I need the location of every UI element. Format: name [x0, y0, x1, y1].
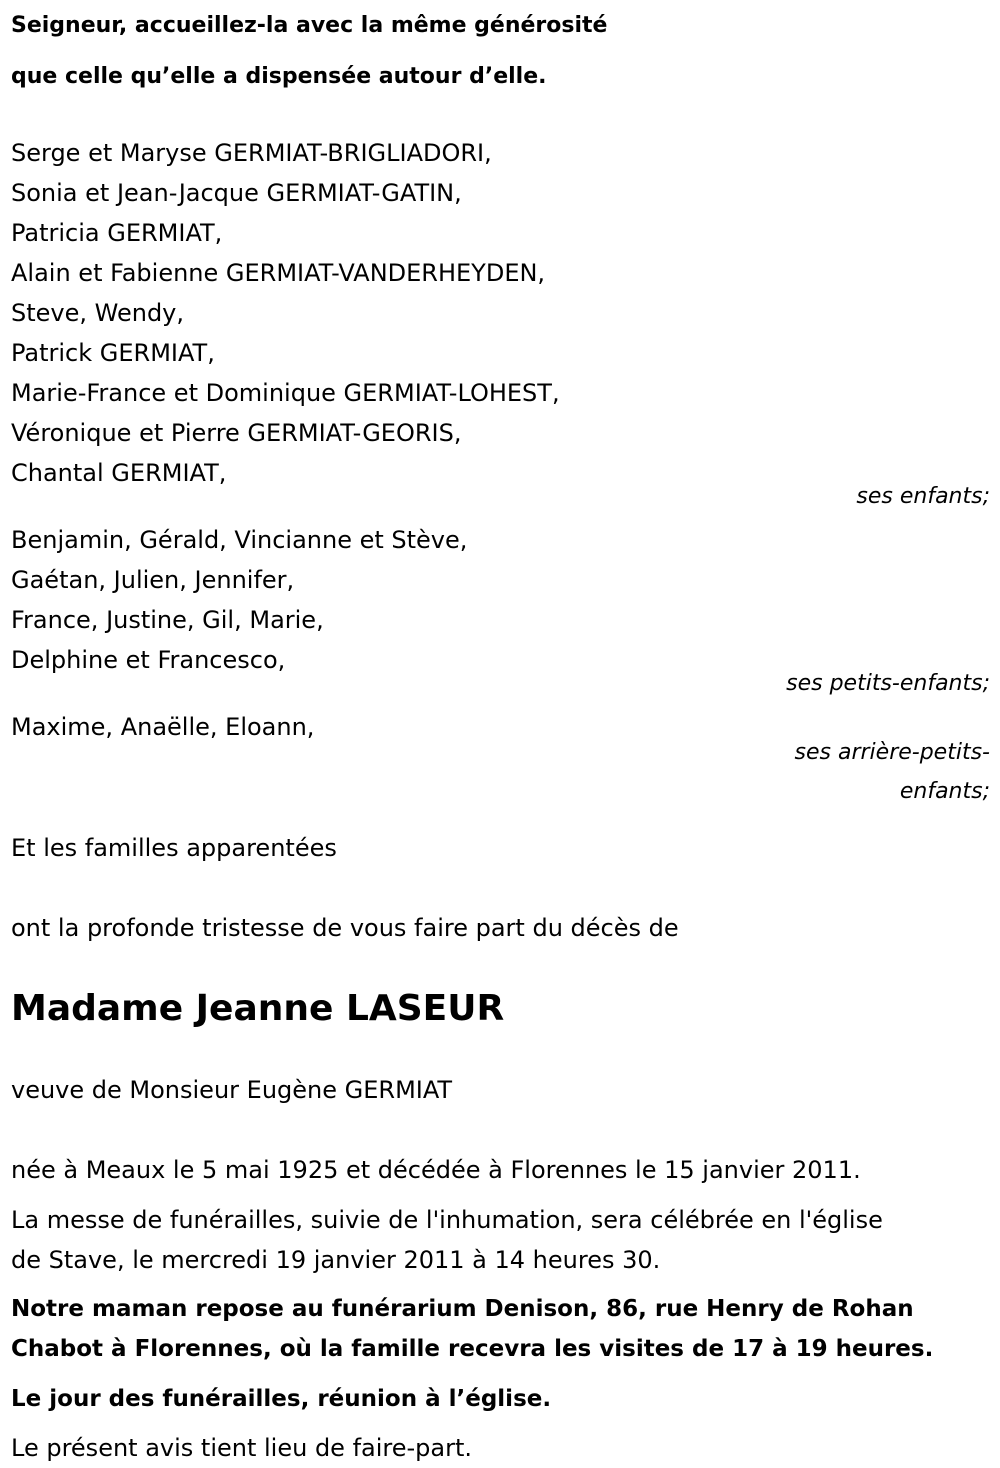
family-name-line: Maxime, Anaëlle, Eloann,	[11, 713, 315, 741]
family-name-line: Chantal GERMIAT,	[11, 459, 227, 487]
opening-verse	[11, 0, 990, 103]
birth-death-info: née à Meaux le 5 mai 1925 et décédée à Florennes le 15 janvier 2011.	[11, 1156, 861, 1184]
family-name-line: Alain et Fabienne GERMIAT-VANDERHEYDEN,	[11, 259, 546, 287]
family-name-line: Delphine et Francesco,	[11, 646, 286, 674]
family-name-line: France, Justine, Gil, Marie,	[11, 606, 324, 634]
family-name-line: Patrick GERMIAT,	[11, 339, 215, 367]
family-name-line: Marie-France et Dominique GERMIAT-LOHEST,	[11, 379, 560, 407]
family-name-line: Steve, Wendy,	[11, 299, 185, 327]
widow-of: veuve de Monsieur Eugène GERMIAT	[11, 1076, 453, 1104]
role-line: enfants;	[899, 779, 990, 804]
mass-line: de Stave, le mercredi 19 janvier 2011 à 14 heures 30.	[11, 1246, 661, 1274]
verse-line: que celle qu’elle a dispensée autour d’elle.	[11, 64, 547, 89]
funeral-mass-info	[11, 1200, 990, 1280]
verse-line: Seigneur, accueillez-la avec la même générosité	[11, 13, 608, 38]
family-name-line: Sonia et Jean-Jacque GERMIAT-GATIN,	[11, 179, 462, 207]
family-name-line: Véronique et Pierre GERMIAT-GEORIS,	[11, 419, 462, 447]
grandchildren-role: ses petits-enfants;	[786, 671, 990, 696]
great-grandchildren-role	[730, 733, 990, 811]
role-line: ses arrière-petits-	[794, 740, 990, 765]
family-name-line: Benjamin, Gérald, Vincianne et Stève,	[11, 526, 468, 554]
grandchildren-list	[11, 520, 990, 680]
mass-line: La messe de funérailles, suivie de l'inhumation, sera célébrée en l'église	[11, 1206, 883, 1234]
family-name-line: Patricia GERMIAT,	[11, 219, 223, 247]
announcement: ont la profonde tristesse de vous faire part du décès de	[11, 914, 679, 942]
notice-text: Le présent avis tient lieu de faire-part.	[11, 1434, 473, 1462]
related-families: Et les familles apparentées	[11, 834, 337, 862]
rest-line: Notre maman repose au funérarium Denison, 86, rue Henry de Rohan	[11, 1296, 914, 1322]
funeral-home-info	[11, 1289, 990, 1369]
children-role: ses enfants;	[856, 484, 990, 509]
rest-line: Chabot à Florennes, où la famille recevra les visites de 17 à 19 heures.	[11, 1336, 934, 1362]
children-list	[11, 133, 990, 493]
meeting-info: Le jour des funérailles, réunion à l’église.	[11, 1386, 552, 1412]
family-name-line: Gaétan, Julien, Jennifer,	[11, 566, 295, 594]
family-name-line: Serge et Maryse GERMIAT-BRIGLIADORI,	[11, 139, 492, 167]
deceased-name: Madame Jeanne LASEUR	[11, 988, 505, 1029]
